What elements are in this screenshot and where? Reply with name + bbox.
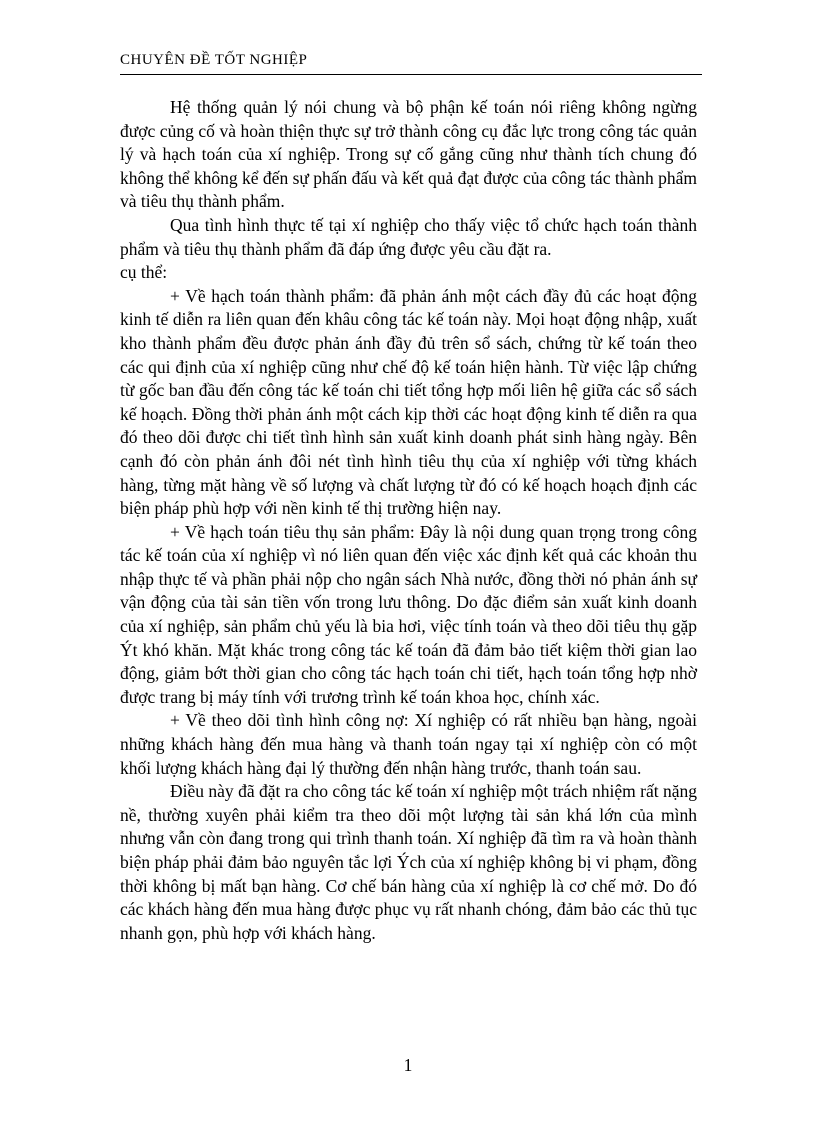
page-header: [120, 50, 702, 75]
paragraph-3: cụ thể:: [120, 262, 168, 283]
paragraph-4: + Về hạch toán thành phẩm: đã phản ánh một cách đầy đủ các hoạt động kinh tế diễn ra liên quan đến khâu công tác kế toán này. Mọi hoạt động nhập, xuất kho thành phẩm đều được phản ánh đầy đủ trên sổ sách, chứng từ kế toán theo các qui định của xí nghiệp cũng như chế độ kế toán hiện hành. Từ việc lập chứng từ gốc ban đầu đến công tác kế toán chi tiết tổng hợp mối liên hệ giữa các sổ sách kế hoạch. Đồng thời phản ánh một cách kịp thời các hoạt động kinh tế diễn ra qua đó theo dõi được chi tiết tình hình sản xuất kinh doanh phát sinh hàng ngày. Bên cạnh đó còn phản ánh đôi nét tình hình tiêu thụ của xí nghiệp với từng khách hàng, từng mặt hàng về số lượng và chất lượng từ đó có kế hoạch hoạch định các biện pháp phù hợp với nền kinh tế thị trường hiện nay.: [120, 285, 697, 519]
page-number: 1: [403, 1055, 413, 1075]
paragraph-2: Qua tình hình thực tế tại xí nghiệp cho thấy việc tổ chức hạch toán thành phẩm và tiêu thụ thành phẩm đã đáp ứng được yêu cầu đặt ra.: [120, 214, 697, 259]
paragraph-5: + Về hạch toán tiêu thụ sản phẩm: Đây là nội dung quan trọng trong công tác kế toán của xí nghiệp vì nó liên quan đến việc xác định kết quả các khoản thu nhập thực tế và phần phải nộp cho ngân sách Nhà nước, đồng thời nó phản ánh sự vận động của tài sản tiền vốn trong lưu thông. Do đặc điểm sản xuất kinh doanh của xí nghiệp, sản phẩm chủ yếu là bia hơi, việc tính toán và theo dõi tiêu thụ gặp Ýt khó khăn. Mặt khác trong công tác kế toán đã đảm bảo tiết kiệm thời gian lao động, giảm bớt thời gian cho công tác hạch toán chi tiết, hạch toán tổng hợp nhờ được trang bị máy tính với trương trình kế toán khoa học, chính xác.: [120, 521, 697, 707]
document-body: [120, 96, 697, 945]
paragraph-6: + Về theo dõi tình hình công nợ: Xí nghiệp có rất nhiều bạn hàng, ngoài những khách hàng đến mua hàng và thanh toán ngay tại xí nghiệp còn có một khối lượng khách hàng đại lý thường đến nhận hàng trước, thanh toán sau.: [120, 710, 697, 778]
paragraph-7: Điều này đã đặt ra cho công tác kế toán xí nghiệp một trách nhiệm rất nặng nề, thường xuyên phải kiểm tra theo dõi một lượng tài sản khá lớn của mình nhưng vẫn còn đang trong qui trình thanh toán. Xí nghiệp đã tìm ra và hoàn thành biện pháp phải đảm bảo nguyên tắc lợi Ých của xí nghiệp không bị vi phạm, đồng thời không bị mất bạn hàng. Cơ chế bán hàng của xí nghiệp là cơ chế mở. Do đó các khách hàng đến mua hàng được phục vụ rất nhanh chóng, đảm bảo các thủ tục nhanh gọn, phù hợp với khách hàng.: [120, 781, 697, 943]
paragraph-1: Hệ thống quản lý nói chung và bộ phận kế toán nói riêng không ngừng được củng cố và hoàn thiện thực sự trở thành công cụ đắc lực trong công tác quản lý và hạch toán của xí nghiệp. Trong sự cố gắng cũng như thành tích chung đó không thể không kể đến sự phấn đấu và kết quả đạt được của công tác thành phẩm và tiêu thụ thành phẩm.: [120, 97, 697, 212]
header-title: CHUYÊN ĐỀ TỐT NGHIỆP: [120, 52, 308, 68]
